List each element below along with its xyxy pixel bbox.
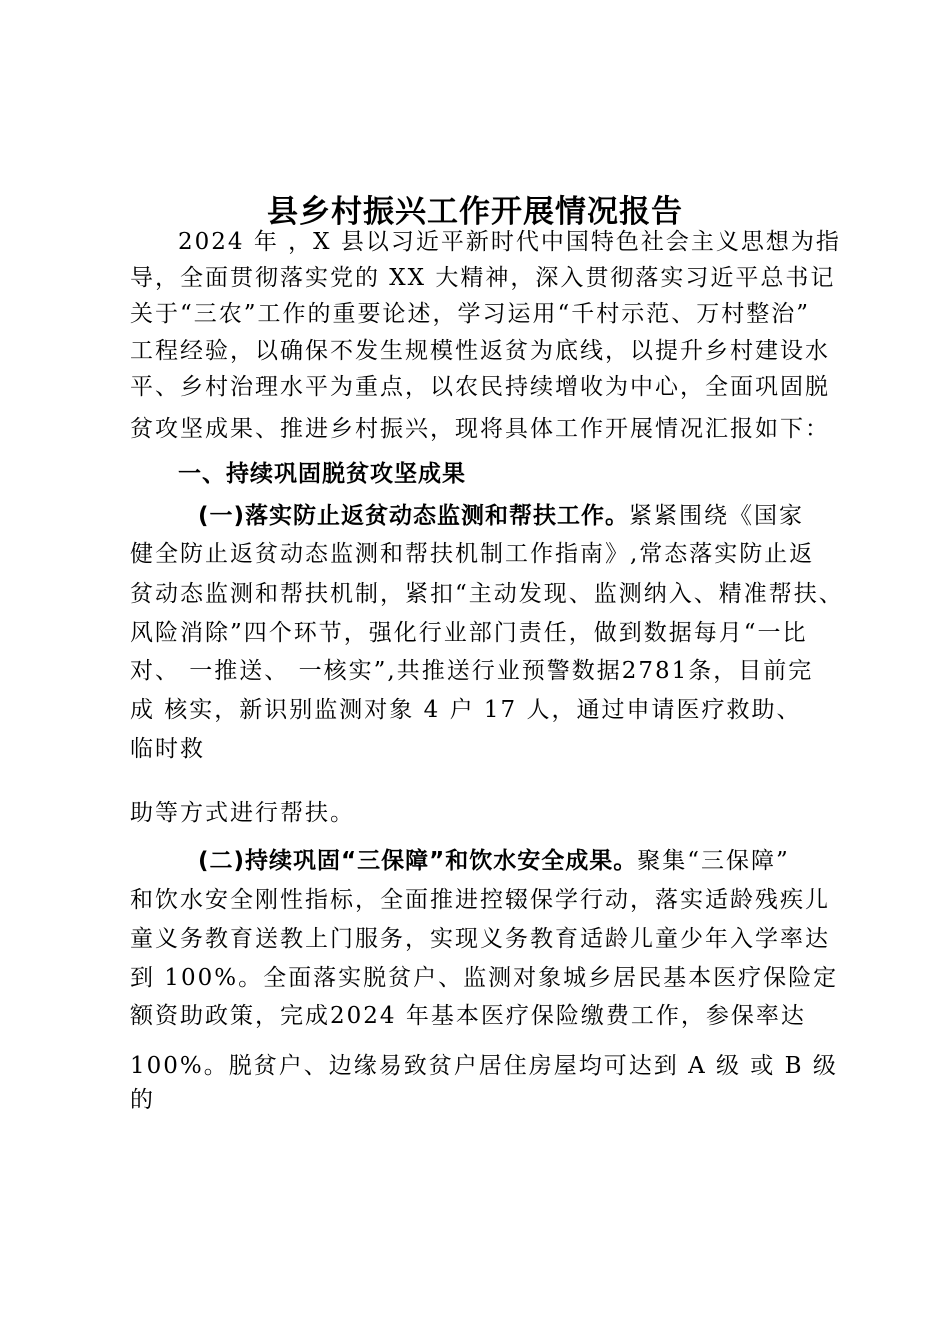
paragraph-line: 和饮水安全刚性指标，全面推进控辍保学行动，落实适龄残疾儿 bbox=[130, 887, 830, 913]
intro-line: 2024 年 ，X 县以习近平新时代中国特色社会主义思想为指 bbox=[178, 229, 841, 255]
paragraph-line: 助等方式进行帮扶。 bbox=[130, 800, 355, 826]
paragraph-line: 额资助政策，完成2024 年基本医疗保险缴费工作，参保率达 bbox=[130, 1003, 806, 1029]
paragraph-line: 风险消除”四个环节，强化行业部门责任，做到数据每月“一比 bbox=[130, 620, 808, 646]
subsection-first-line bbox=[198, 845, 790, 877]
paragraph-line: 成 核实，新识别监测对象 4 户 17 人，通过申请医疗救助、 bbox=[130, 697, 802, 723]
paragraph-text: 聚集“三保障” bbox=[637, 848, 790, 874]
paragraph-line: 的 bbox=[130, 1087, 155, 1113]
paragraph-line: 100%。脱贫户、边缘易致贫户居住房屋均可达到 A 级 或 B 级 bbox=[130, 1053, 838, 1079]
paragraph-line: 对、 一推送、 一核实”,共推送行业预警数据2781条，目前完 bbox=[130, 658, 814, 684]
paragraph-text: 紧紧围绕《国家 bbox=[629, 503, 805, 529]
subsection-title: (一)落实防止返贫动态监测和帮扶工作。 bbox=[198, 503, 630, 529]
subsection-title: (二)持续巩固“三保障”和饮水安全成果。 bbox=[198, 848, 638, 874]
subsection-first-line bbox=[198, 500, 804, 532]
intro-line: 平、乡村治理水平为重点，以农民持续增收为中心，全面巩固脱 bbox=[130, 374, 830, 400]
intro-line: 关于“三农”工作的重要论述，学习运用“千村示范、万村整治” bbox=[130, 301, 811, 327]
intro-line: 贫攻坚成果、推进乡村振兴，现将具体工作开展情况汇报如下： bbox=[130, 416, 830, 442]
section-heading: 一、持续巩固脱贫攻坚成果 bbox=[178, 461, 466, 487]
paragraph-line: 到 100%。全面落实脱贫户、监测对象城乡居民基本医疗保险定 bbox=[130, 965, 839, 991]
paragraph-line: 童义务教育送教上门服务，实现义务教育适龄儿童少年入学率达 bbox=[130, 926, 830, 952]
paragraph-line: 贫动态监测和帮扶机制，紧扣“主动发现、监测纳入、精准帮扶、 bbox=[130, 581, 844, 607]
paragraph-line: 临时救 bbox=[130, 736, 205, 762]
intro-line: 工程经验，以确保不发生规模性返贫为底线，以提升乡村建设水 bbox=[130, 338, 830, 364]
page-title: 县乡村振兴工作开展情况报告 bbox=[267, 194, 683, 230]
paragraph-line: 健全防止返贫动态监测和帮扶机制工作指南》,常态落实防止返 bbox=[130, 541, 815, 567]
intro-line: 导，全面贯彻落实党的 XX 大精神，深入贯彻落实习近平总书记 bbox=[130, 265, 836, 291]
